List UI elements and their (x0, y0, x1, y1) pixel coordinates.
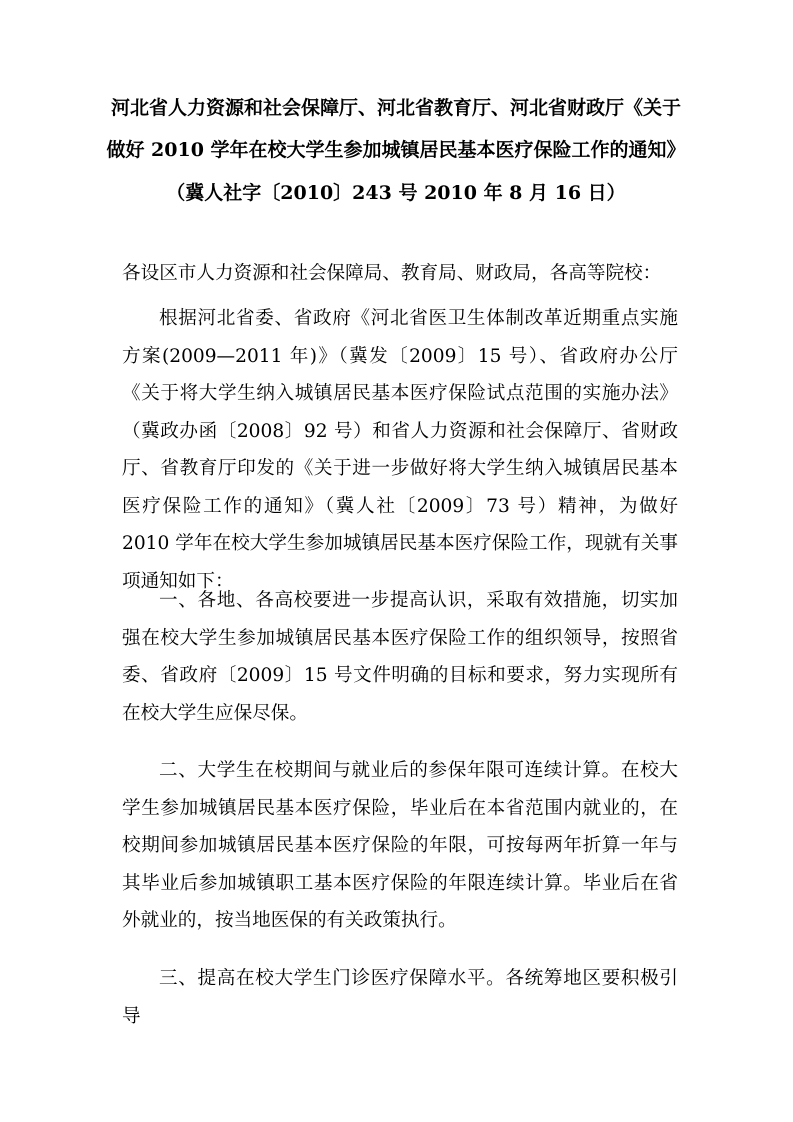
document-reference-line: （冀人社字〔2010〕243 号 2010 年 8 月 16 日） (166, 182, 626, 204)
paragraph-text: 根据河北省委、省政府《河北省医卫生体制改革近期重点实施方案(2009—2011 年)》（冀发〔2009〕15 号）、省政府办公厅《关于将大学生纳入城镇居民基本医疗保险试点范围的实施办法》（冀政办函〔2008〕92 号）和省人力资源和社会保障厅、省财政厅、省教育厅印发的《关于进一步做好将大学生纳入城镇居民基本医疗保险工作的通知》（冀人社〔2009〕73 号）精神，为做好 2010 学年在校大学生参加城镇居民基本医疗保险工作，现就有关事项通知如下： (122, 308, 678, 592)
paragraph-text: 三、提高在校大学生门诊医疗保障水平。各统筹地区要积极引导 (122, 968, 678, 1027)
salutation: 各设区市人力资源和社会保障局、教育局、财政局，各高等院校： (122, 263, 662, 284)
paragraph-text: 一、各地、各高校要进一步提高认识，采取有效措施，切实加强在校大学生参加城镇居民基本医疗保险工作的组织领导，按照省委、省政府〔2009〕15 号文件明确的目标和要求，努力实现所有在校大学生应保尽保。 (122, 590, 678, 724)
document-title-line-1: 河北省人力资源和社会保障厅、河北省教育厅、河北省财政厅《关于 (110, 97, 681, 119)
paragraph-intro (122, 300, 678, 600)
paragraph-text: 二、大学生在校期间与就业后的参保年限可连续计算。在校大学生参加城镇居民基本医疗保险，毕业后在本省范围内就业的，在校期间参加城镇居民基本医疗保险的年限，可按每两年折算一年与其毕业后参加城镇职工基本医疗保险的年限连续计算。毕业后在省外就业的，按当地医保的有关政策执行。 (122, 760, 678, 931)
document-title-line-2: 做好 2010 学年在校大学生参加城镇居民基本医疗保险工作的通知》 (106, 139, 686, 161)
paragraph-item-1 (122, 582, 678, 732)
paragraph-item-2 (122, 752, 678, 940)
paragraph-item-3 (122, 960, 678, 1035)
